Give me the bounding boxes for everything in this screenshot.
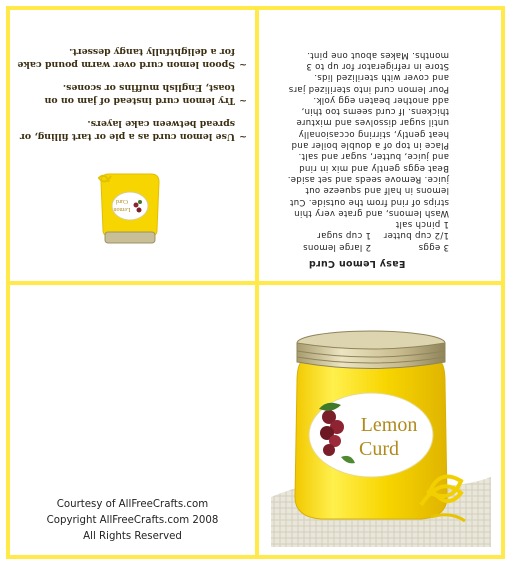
instruction-line: lemons in half and squeeze out bbox=[305, 185, 449, 196]
recipe-instructions bbox=[265, 48, 449, 217]
ingredient: 1 pinch salt bbox=[395, 219, 449, 230]
instruction-line: Store in refrigerator for up to 3 bbox=[306, 60, 449, 71]
instruction-line: Place in top of a double boiler and bbox=[291, 140, 449, 151]
tips-list bbox=[15, 35, 247, 143]
instruction-line: and juice, butter, sugar and salt. bbox=[298, 151, 449, 162]
instruction-line: Wash lemons, and grate very thin bbox=[293, 207, 449, 218]
instruction-line: months. Makes about one pint. bbox=[306, 49, 449, 60]
tip-item bbox=[15, 45, 247, 71]
copyright-line: Copyright AllFreeCrafts.com 2008 bbox=[46, 515, 219, 526]
lemon-curd-jar-image bbox=[271, 307, 491, 547]
ingredient: 3 eggs bbox=[418, 241, 449, 252]
ingredient-row bbox=[265, 218, 449, 229]
ingredient: 1 cup sugar bbox=[316, 230, 371, 241]
courtesy-line: Courtesy of AllFreeCrafts.com bbox=[56, 499, 209, 510]
small-label-line1: Lemon bbox=[113, 206, 131, 212]
tip-text: Spoon lemon curd over warm pound cake for a delightfully tangy dessert. bbox=[17, 46, 235, 70]
ingredient: 1/2 cup butter bbox=[383, 230, 449, 241]
tips-panel bbox=[10, 10, 255, 281]
instruction-line: Beat eggs gently and mix in rind bbox=[298, 162, 449, 173]
small-jar-image bbox=[95, 168, 165, 248]
tip-bullet: ~ bbox=[239, 95, 247, 106]
ingredient: 2 large lemons bbox=[302, 241, 371, 252]
instruction-line: strips of rind from the outside. Cut bbox=[289, 196, 449, 207]
courtesy-text bbox=[10, 497, 255, 545]
tip-item bbox=[15, 117, 247, 143]
tip-item bbox=[15, 81, 247, 107]
instruction-line: until sugar dissolves and mixture bbox=[296, 117, 449, 128]
recipe-rotated bbox=[259, 10, 501, 281]
rights-line: All Rights Reserved bbox=[83, 531, 182, 542]
ingredient-row bbox=[265, 229, 449, 240]
instruction-line: heat gently, stirring occasionally bbox=[298, 128, 449, 139]
cover-panel bbox=[259, 285, 501, 555]
instruction-line: and cover with sterilized lids. bbox=[313, 72, 449, 83]
tips-rotated bbox=[10, 10, 255, 281]
label-line2: Curd bbox=[359, 438, 399, 460]
instruction-line: juice. Remove seeds and set aside. bbox=[287, 173, 449, 184]
instruction-line: add another beaten egg yolk. bbox=[313, 94, 449, 105]
tip-bullet: ~ bbox=[239, 131, 247, 142]
small-label-line2: Curd bbox=[116, 198, 128, 204]
tip-text: Use lemon curd as a pie or tart filling, or spread between cake layers. bbox=[19, 118, 235, 142]
tip-bullet: ~ bbox=[239, 59, 247, 70]
instruction-line: thickens. If curd seems too thin, bbox=[301, 106, 449, 117]
recipe-title: Easy Lemon Curd bbox=[308, 258, 406, 269]
recipe-panel bbox=[259, 10, 501, 281]
tip-text: Try lemon curd instead of jam on on toast, English muffins or scones. bbox=[44, 82, 235, 106]
instruction-line: Pour lemon curd into sterilized jars bbox=[288, 83, 449, 94]
recipe-content bbox=[265, 48, 449, 269]
ingredient-row bbox=[265, 240, 449, 251]
courtesy-panel bbox=[10, 285, 255, 555]
label-line1: Lemon bbox=[360, 414, 418, 436]
